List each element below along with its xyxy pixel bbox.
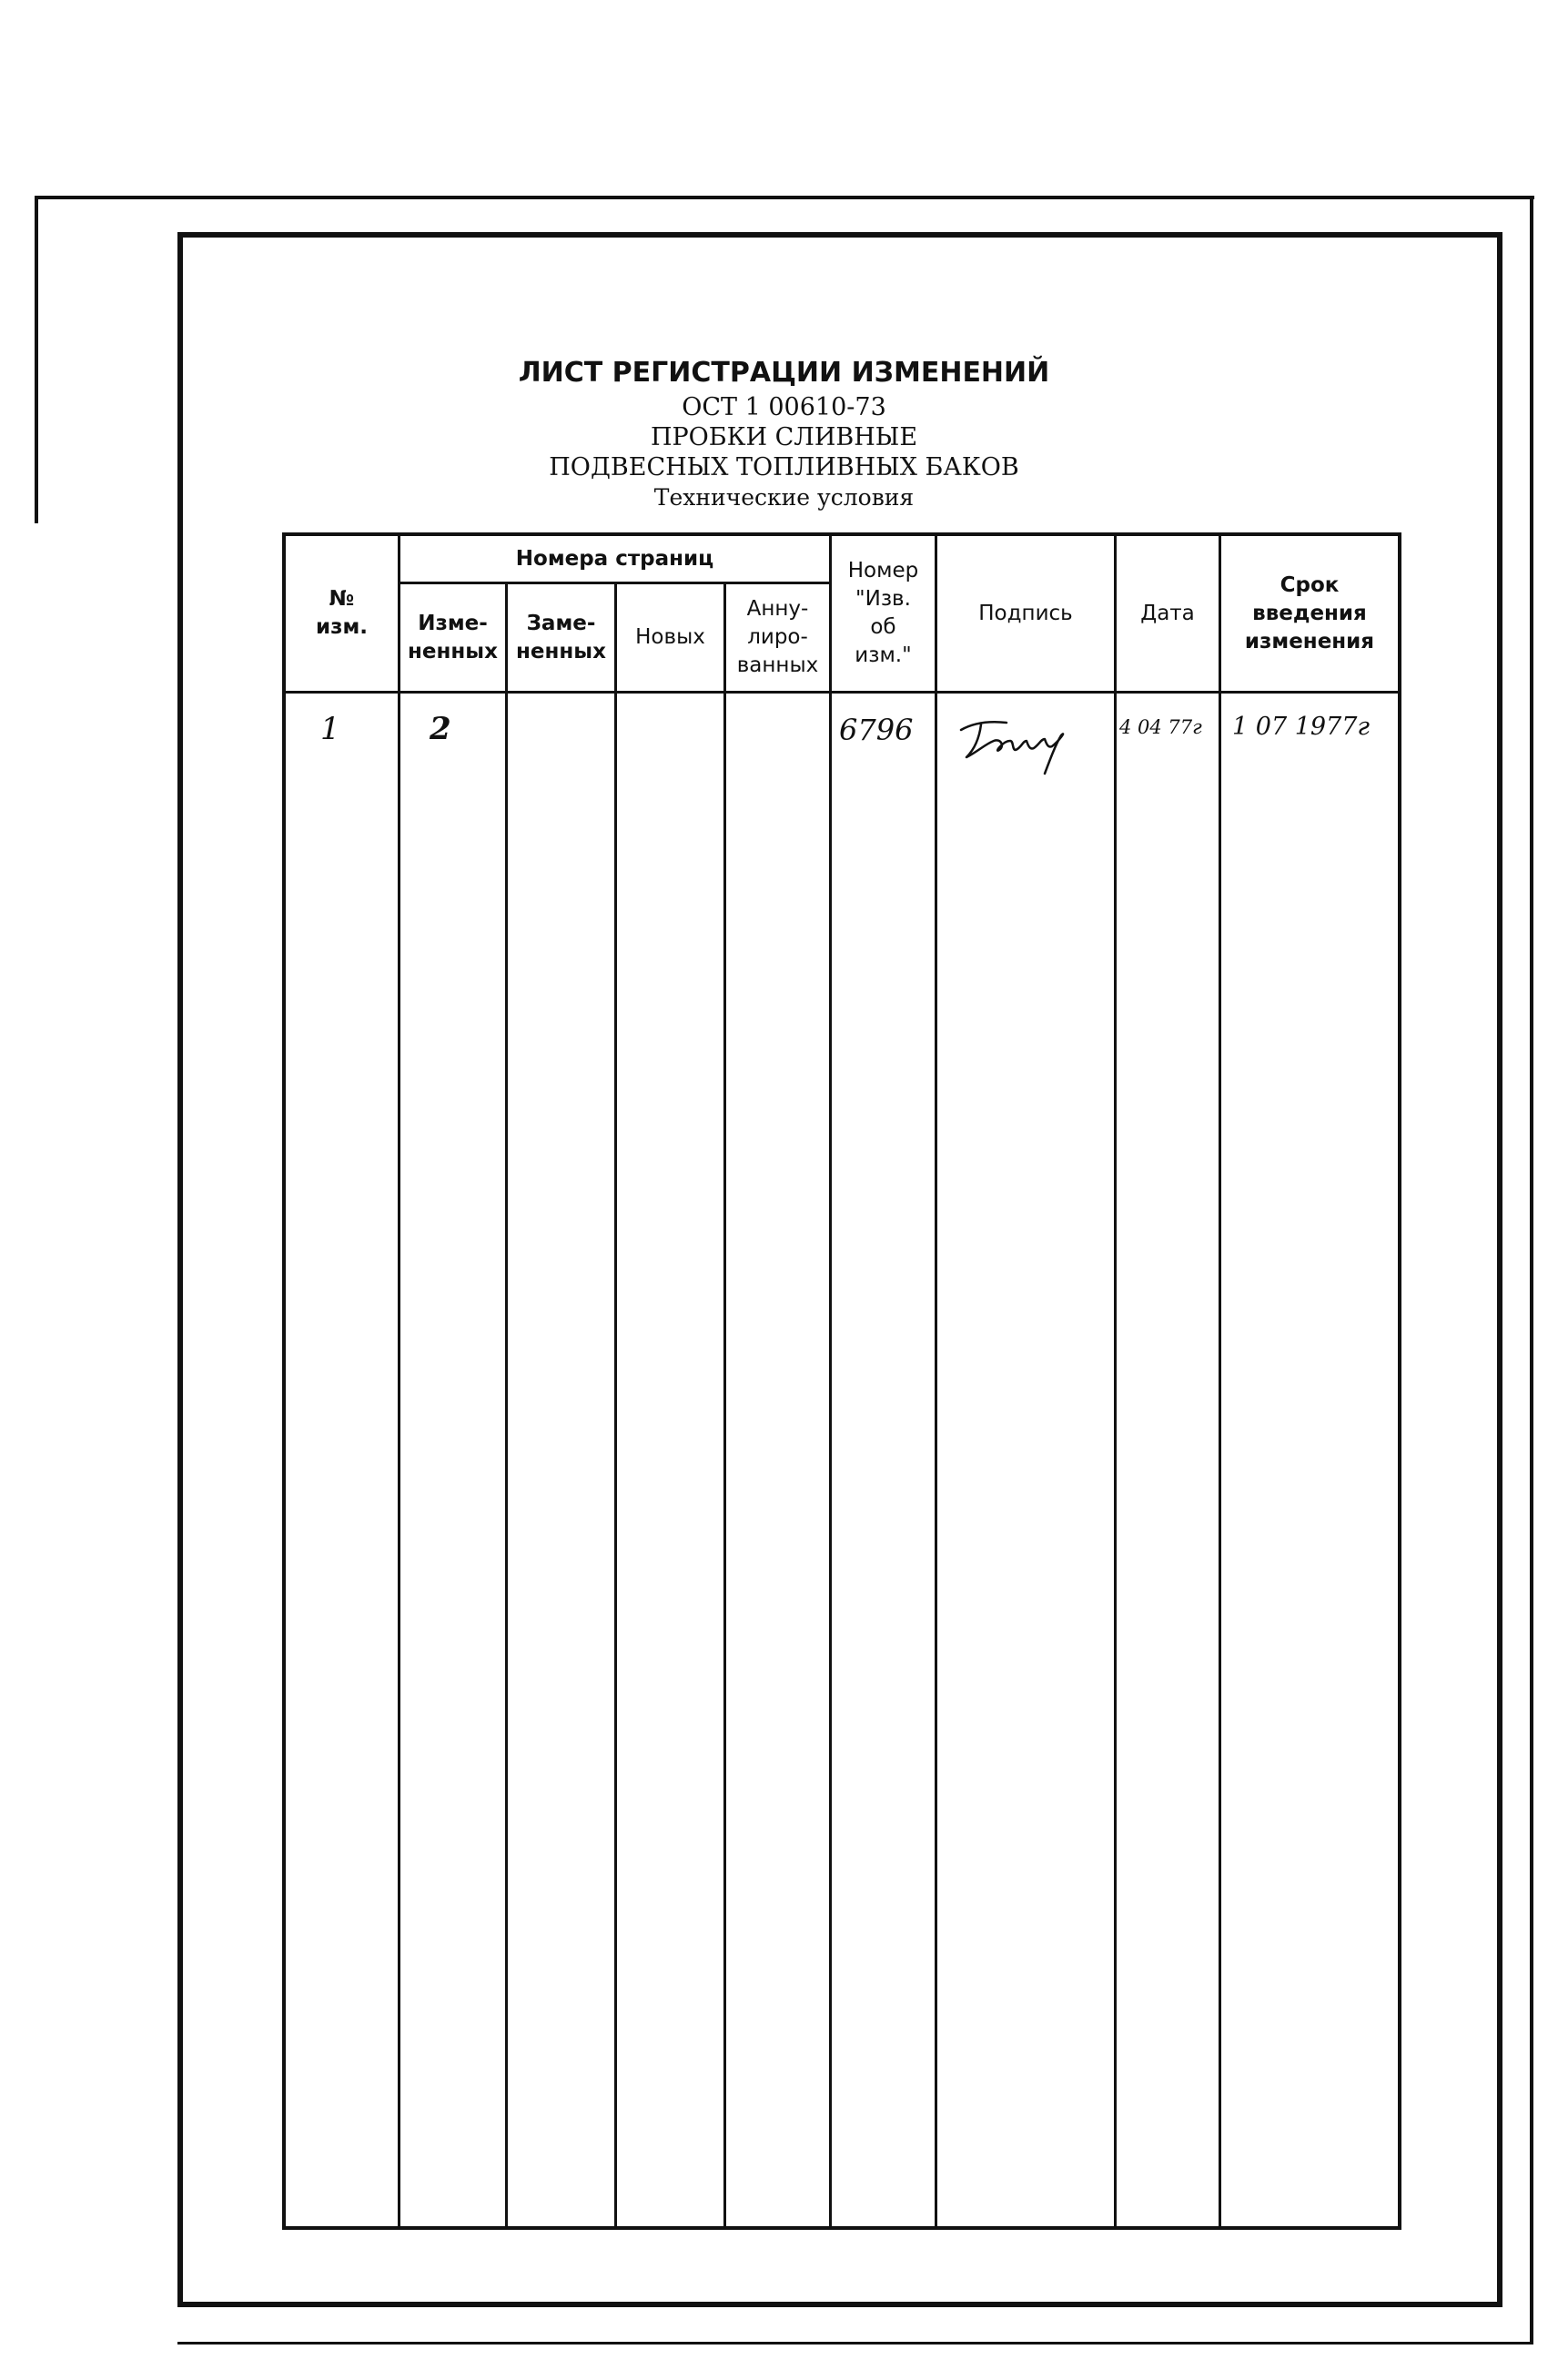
header-signature: Подпись (978, 601, 1073, 625)
document-subtitle: Технические условия (653, 484, 915, 511)
header-changed-pages: Изме- ненных (408, 611, 498, 663)
column-divider (614, 582, 617, 2226)
row-effective-date: 1 07 1977г (1232, 713, 1371, 741)
outer-frame-top (35, 196, 1534, 199)
product-name-line-2: ПОДВЕСНЫХ ТОПЛИВНЫХ БАКОВ (549, 453, 1019, 481)
column-divider (505, 582, 508, 2226)
header-replaced-pages: Заме- ненных (516, 611, 606, 663)
header-page-numbers: Номера страниц (515, 546, 714, 571)
column-divider (1219, 536, 1221, 2226)
header-notice-number: Номер "Изв. об изм." (847, 559, 919, 667)
handwritten-signature (954, 708, 1090, 781)
column-divider (398, 536, 400, 2226)
document-title: ЛИСТ РЕГИСТРАЦИИ ИЗМЕНЕНИЙ (518, 357, 1050, 389)
row-date: 4 04 77г (1119, 716, 1202, 738)
row-changed-pages: 2 (430, 711, 451, 747)
header-date: Дата (1140, 601, 1195, 625)
outer-frame-bottom (177, 2342, 1533, 2345)
column-divider (935, 536, 937, 2226)
column-divider (723, 582, 726, 2226)
header-cancelled-pages: Анну- лиро- ванных (736, 597, 819, 677)
row-change-no: 1 (320, 711, 340, 747)
standard-number: ОСТ 1 00610-73 (682, 393, 886, 421)
header-bottom-divider (286, 691, 1398, 694)
row-notice-number: 6796 (839, 713, 914, 747)
header-change-no: № изм. (315, 587, 369, 639)
header-effective-date: Срок введения изменения (1244, 572, 1375, 653)
column-divider (829, 536, 832, 2226)
change-registration-table (282, 532, 1401, 2230)
outer-frame-right (1530, 196, 1533, 2344)
header-new-pages: Новых (635, 625, 705, 649)
column-divider (1114, 536, 1117, 2226)
product-name-line-1: ПРОБКИ СЛИВНЫЕ (650, 423, 918, 451)
